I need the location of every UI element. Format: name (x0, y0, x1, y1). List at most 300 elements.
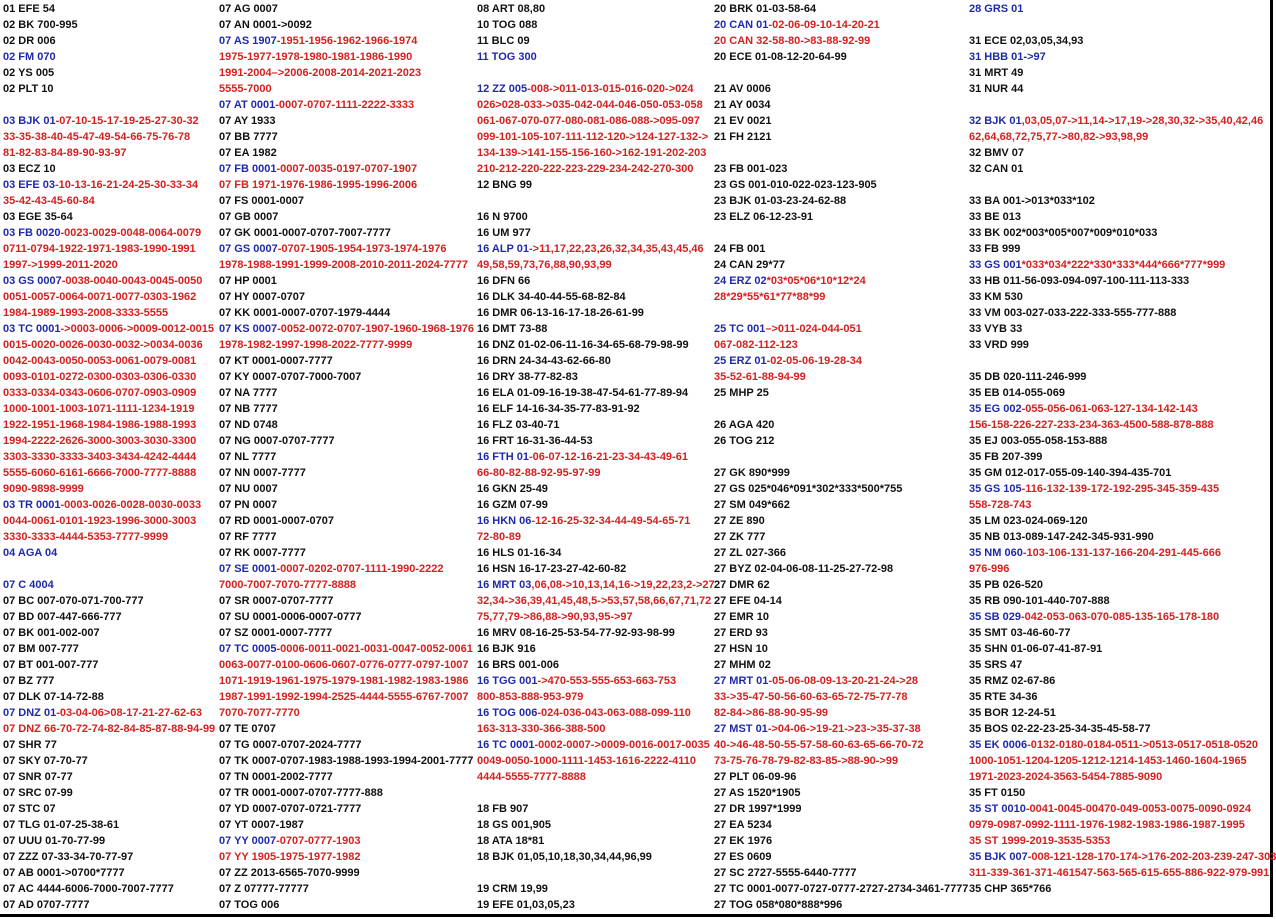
list-item (714, 545, 966, 561)
entry-text: 03 ECZ 10 (3, 163, 56, 175)
list-item (3, 881, 215, 897)
entry-text: 27 BYZ 02-04-06-08-11-25-27-72-98 (714, 563, 894, 575)
list-item (219, 737, 474, 753)
list-item (969, 209, 1271, 225)
entry-values-highlight: 20 CAN 32-58-80->83-88-92-99 (714, 35, 871, 47)
entry-head: 35 BJK 007 (969, 851, 1028, 863)
list-item (3, 865, 215, 881)
list-item (969, 689, 1271, 705)
list-item (219, 257, 474, 273)
list-item (3, 433, 215, 449)
list-item (3, 705, 215, 721)
list-item (3, 737, 215, 753)
list-item (477, 145, 712, 161)
entry-text: 03 EGE 35-64 (3, 211, 73, 223)
entry-head: 24 ERZ 02 (714, 275, 767, 287)
entry-text: 07 NB 7777 (219, 403, 278, 415)
entry-text: 07 STC 07 (3, 803, 56, 815)
entry-text: 27 ERD 93 (714, 627, 768, 639)
list-item (477, 417, 712, 433)
entry-values-highlight: 1975-1977-1978-1980-1981-1986-1990 (219, 51, 413, 63)
list-item (3, 17, 215, 33)
list-item (714, 257, 966, 273)
list-item (969, 273, 1271, 289)
entry-values-highlight: 4444-5555-7777-8888 (477, 771, 586, 783)
entry-text: 27 MHM 02 (714, 659, 771, 671)
list-item (219, 321, 474, 337)
list-item (3, 1, 215, 17)
entry-values-highlight: –>011-024-044-051 (765, 323, 862, 335)
entry-text: 07 NG 0007-0707-7777 (219, 435, 335, 447)
entry-text: 02 YS 005 (3, 67, 55, 79)
list-item (3, 65, 215, 81)
entry-values-highlight: 0049-0050-1000-1111-1453-1616-2222-4110 (477, 755, 696, 767)
list-item (969, 593, 1271, 609)
list-item (969, 673, 1271, 689)
list-item (714, 609, 966, 625)
entry-head: 03 GS 0007 (3, 275, 62, 287)
list-item (714, 1, 966, 17)
list-item (969, 369, 1271, 385)
entry-values-highlight: 35-52-61-88-94-99 (714, 371, 806, 383)
column-4 (714, 1, 969, 913)
list-item (219, 241, 474, 257)
list-item (3, 513, 215, 529)
entry-values-highlight: -0003-0026-0028-0030-0033 (60, 499, 202, 511)
entry-text: 35 BOR 12-24-51 (969, 707, 1056, 719)
entry-values-highlight: -008->011-013-015-016-020->024 (527, 83, 694, 95)
list-item (219, 129, 474, 145)
entry-values-highlight: 099-101-105-107-111-112-120->124-127-132-> (477, 131, 709, 143)
entry-values-highlight: 311-339-361-371-461547-563-565-615-655-886-922-979-991 (969, 867, 1270, 879)
list-item (969, 129, 1271, 145)
entry-text: 07 KT 0001-0007-7777 (219, 355, 333, 367)
entry-values-highlight: 0051-0057-0064-0071-0077-0303-1962 (3, 291, 197, 303)
entry-text: 07 RF 7777 (219, 531, 277, 543)
entry-text: 07 PN 0007 (219, 499, 278, 511)
list-item (219, 17, 474, 33)
list-item (477, 33, 712, 49)
list-item (219, 625, 474, 641)
entry-values-highlight: -116-132-139-172-192-295-345-359-435 (1021, 483, 1220, 495)
entry-text: 27 DMR 62 (714, 579, 770, 591)
entry-text: 07 KK 0001-0007-0707-1979-4444 (219, 307, 391, 319)
list-item (714, 193, 966, 209)
list-item (3, 161, 215, 177)
list-item (477, 449, 712, 465)
list-item (219, 289, 474, 305)
entry-text: 16 HSN 16-17-23-27-42-60-82 (477, 563, 627, 575)
list-item (714, 113, 966, 129)
list-item (219, 385, 474, 401)
entry-text: 35 RTE 34-36 (969, 691, 1038, 703)
list-item (3, 785, 215, 801)
list-item (477, 705, 712, 721)
list-item (219, 97, 474, 113)
column-2 (219, 1, 474, 913)
list-item (3, 449, 215, 465)
list-item (3, 817, 215, 833)
entry-values-highlight: ->470-553-555-653-663-753 (537, 675, 677, 687)
list-item (477, 289, 712, 305)
entry-head: 16 TGG 001 (477, 675, 538, 687)
entry-head: 16 ALP 01 (477, 243, 529, 255)
entry-text: 27 EFE 04-14 (714, 595, 782, 607)
entry-text: 35 DB 020-111-246-999 (969, 371, 1087, 383)
entry-text: 24 FB 001 (714, 243, 766, 255)
entry-text: 07 NL 7777 (219, 451, 277, 463)
list-item (477, 433, 712, 449)
list-item (219, 513, 474, 529)
list-item (714, 577, 966, 593)
list-item (714, 625, 966, 641)
list-item (969, 545, 1271, 561)
entry-text: 11 BLC 09 (477, 35, 530, 47)
blank-line (477, 65, 712, 81)
entry-text: 31 ECE 02,03,05,34,93 (969, 35, 1084, 47)
list-item (477, 17, 712, 33)
list-item (714, 593, 966, 609)
entry-text: 35 SMT 03-46-60-77 (969, 627, 1071, 639)
entry-head: 35 EG 002 (969, 403, 1022, 415)
entry-head: 07 TC 0005 (219, 643, 277, 655)
list-item (969, 705, 1271, 721)
entry-values-highlight: 5555-7000 (219, 83, 272, 95)
entry-text: 16 GZM 07-99 (477, 499, 548, 511)
list-item (477, 353, 712, 369)
list-item (477, 129, 712, 145)
list-item (714, 273, 966, 289)
entry-text: 27 GS 025*046*091*302*333*500*755 (714, 483, 903, 495)
entry-text: 07 AG 0007 (219, 3, 278, 15)
entry-values-highlight: -10-13-16-21-24-25-30-33-34 (54, 179, 199, 191)
list-item (3, 33, 215, 49)
entry-text: 07 BM 007-777 (3, 643, 79, 655)
blank-line (969, 17, 1271, 33)
entry-text: 07 HP 0001 (219, 275, 277, 287)
entry-values-highlight: 82-84->86-88-90-95-99 (714, 707, 829, 719)
list-item (714, 433, 966, 449)
list-item (219, 337, 474, 353)
entry-values-highlight: ->0003-0006->0009-0012-0015 (60, 323, 215, 335)
entry-text: 23 BJK 01-03-23-24-62-88 (714, 195, 847, 207)
list-item (3, 641, 215, 657)
list-item (969, 769, 1271, 785)
entry-values-highlight: *03*05*06*10*12*24 (766, 275, 866, 287)
blank-line (969, 353, 1271, 369)
entry-head: 28 GRS 01 (969, 3, 1024, 15)
entry-values-highlight: 0711-0794-1922-1971-1983-1990-1991 (3, 243, 196, 255)
blank-line (477, 865, 712, 881)
entry-text: 27 SM 049*662 (714, 499, 790, 511)
list-item (714, 753, 966, 769)
entry-values-highlight: -0007-0035-0197-0707-1907 (276, 163, 418, 175)
list-item (969, 641, 1271, 657)
list-item (3, 529, 215, 545)
list-item (477, 897, 712, 913)
list-item (969, 161, 1271, 177)
entry-text: 27 EK 1976 (714, 835, 773, 847)
list-item (969, 513, 1271, 529)
entry-values-highlight: ,03,05,07->11,14->17,19->28,30,32->35,40,42,46 (1021, 115, 1264, 127)
list-item (969, 257, 1271, 273)
list-item (477, 577, 715, 593)
entry-values-highlight: 1971-2023-2024-3563-5454-7885-9090 (969, 771, 1163, 783)
list-item (477, 481, 712, 497)
entry-values-highlight: 62,64,68,72,75,77->80,82->93,98,99 (969, 131, 1149, 143)
blank-line (477, 785, 712, 801)
list-item (219, 641, 474, 657)
list-item (969, 577, 1271, 593)
list-item (714, 561, 966, 577)
entry-head: 07 SE 0001 (219, 563, 277, 575)
entry-text: 07 TR 0001-0007-0707-7777-888 (219, 787, 383, 799)
entry-text: 33 HB 011-56-093-094-097-100-111-113-333 (969, 275, 1190, 287)
entry-values-highlight: 0044-0061-0101-1923-1996-3000-3003 (3, 515, 197, 527)
entry-head: 07 C 4004 (3, 579, 54, 591)
entry-values-highlight: -0002-0007->0009-0016-0017-0035 (534, 739, 710, 751)
entry-text: 16 DNZ 01-02-06-11-16-34-65-68-79-98-99 (477, 339, 689, 351)
list-item (219, 49, 474, 65)
entry-text: 07 BB 7777 (219, 131, 278, 143)
entry-values-highlight: 7070-7077-7770 (219, 707, 300, 719)
list-item (219, 193, 474, 209)
entry-head: 16 TC 0001 (477, 739, 535, 751)
list-item (714, 417, 966, 433)
list-item (3, 849, 215, 865)
list-item (477, 673, 712, 689)
entry-text: 19 CRM 19,99 (477, 883, 548, 895)
list-item (969, 433, 1271, 449)
list-item (477, 689, 712, 705)
list-item (219, 65, 474, 81)
list-item (219, 529, 474, 545)
entry-text: 16 DFN 66 (477, 275, 531, 287)
list-item (969, 881, 1271, 897)
list-item (477, 593, 712, 609)
entry-values-highlight: 33-35-38-40-45-47-49-54-66-75-76-78 (3, 131, 191, 143)
list-item (714, 49, 966, 65)
entry-text: 07 Z 07777-77777 (219, 883, 309, 895)
column-5 (969, 1, 1276, 897)
entry-text: 07 TLG 01-07-25-38-61 (3, 819, 120, 831)
entry-head: 04 AGA 04 (3, 547, 58, 559)
entry-head: 12 ZZ 005 (477, 83, 528, 95)
entry-values-highlight: 3330-3333-4444-5353-7777-9999 (3, 531, 169, 543)
list-item (477, 241, 712, 257)
list-item (969, 321, 1271, 337)
list-item (219, 785, 474, 801)
entry-values-highlight: -03-04-06>08-17-21-27-62-63 (56, 707, 203, 719)
list-item (477, 465, 712, 481)
entry-text: 07 BZ 777 (3, 675, 55, 687)
list-item (3, 49, 215, 65)
entry-text: 35 GM 012-017-055-09-140-394-435-701 (969, 467, 1172, 479)
list-item (3, 801, 215, 817)
list-item (969, 481, 1271, 497)
list-item (3, 417, 215, 433)
list-item (714, 465, 966, 481)
list-item (714, 353, 966, 369)
blank-line (714, 145, 966, 161)
entry-values-highlight: 7000-7007-7070-7777-8888 (219, 579, 357, 591)
column-1 (3, 1, 215, 913)
entry-text: 35 RMZ 02-67-86 (969, 675, 1056, 687)
entry-text: 16 ELF 14-16-34-35-77-83-91-92 (477, 403, 640, 415)
entry-text: 07 SRC 07-99 (3, 787, 73, 799)
list-item (477, 1, 712, 17)
entry-text: 02 PLT 10 (3, 83, 54, 95)
list-item (969, 241, 1271, 257)
entry-head: 07 YY 0007 (219, 835, 277, 847)
list-item (714, 337, 966, 353)
blank-line (3, 561, 215, 577)
blank-line (714, 65, 966, 81)
list-item (969, 1, 1271, 17)
list-item (3, 193, 215, 209)
entry-text: 21 FH 2121 (714, 131, 772, 143)
entry-text: 07 SKY 07-70-77 (3, 755, 88, 767)
list-item (3, 625, 215, 641)
list-item (219, 497, 474, 513)
entry-head: 35 EK 0006 (969, 739, 1028, 751)
entry-text: 33 KM 530 (969, 291, 1023, 303)
blank-line (714, 305, 966, 321)
entry-text: 07 TG 0007-0707-2024-7777 (219, 739, 362, 751)
list-item (477, 529, 712, 545)
entry-text: 35 SHN 01-06-07-41-87-91 (969, 643, 1103, 655)
entry-head: 02 FM 070 (3, 51, 56, 63)
list-item (714, 129, 966, 145)
list-item (3, 273, 215, 289)
entry-values-highlight: -02-05-06-19-28-34 (766, 355, 862, 367)
list-item (3, 609, 215, 625)
entry-values-highlight: -0132-0180-0184-0511->0513-0517-0518-0520 (1027, 739, 1258, 751)
list-item (3, 209, 215, 225)
entry-head: 03 TR 0001 (3, 499, 61, 511)
entry-values-highlight: 0063-0077-0100-0606-0607-0776-0777-0797-1007 (219, 659, 469, 671)
entry-values-highlight: ,06,08->10,13,14,16->19,22,23,2->27 (531, 579, 715, 591)
entry-text: 21 AY 0034 (714, 99, 771, 111)
entry-text: 08 ART 08,80 (477, 3, 546, 15)
list-item (219, 865, 474, 881)
entry-text: 19 EFE 01,03,05,23 (477, 899, 575, 911)
entry-values-highlight: -008-121-128-170-174->176-202-203-239-247-303 (1027, 851, 1276, 863)
list-item (969, 449, 1271, 465)
list-item (969, 113, 1271, 129)
entry-text: 16 MRV 08-16-25-53-54-77-92-93-98-99 (477, 627, 675, 639)
entry-values-highlight: 35 ST 1999-2019-3535-5353 (969, 835, 1111, 847)
list-item (969, 417, 1271, 433)
entry-text: 16 BJK 916 (477, 643, 536, 655)
entry-text: 02 DR 006 (3, 35, 56, 47)
entry-text: 07 BD 007-447-666-777 (3, 611, 122, 623)
entry-values-highlight: 72-80-89 (477, 531, 522, 543)
list-item (3, 129, 215, 145)
list-item (477, 657, 712, 673)
entry-text: 35 SRS 47 (969, 659, 1023, 671)
entry-head: 35 SB 029 (969, 611, 1021, 623)
entry-text: 07 BK 001-002-007 (3, 627, 100, 639)
entry-text: 23 GS 001-010-022-023-123-905 (714, 179, 877, 191)
entry-head: 03 TC 0001 (3, 323, 61, 335)
entry-text: 27 EA 5234 (714, 819, 772, 831)
entry-head: 07 AS 1907 (219, 35, 277, 47)
blank-line (714, 225, 966, 241)
entry-values-highlight: 49,58,59,73,76,88,90,93,99 (477, 259, 612, 271)
entry-text: 27 ZK 777 (714, 531, 766, 543)
entry-values-highlight: -0006-0011-0021-0031-0047-0052-0061 (276, 643, 473, 655)
list-item (969, 753, 1271, 769)
entry-values-highlight: 35-42-43-45-60-84 (3, 195, 95, 207)
list-item (714, 817, 966, 833)
entry-values-highlight: 32,34->36,39,41,45,48,5->53,57,58,66,67,71,72 (477, 595, 712, 607)
list-item (3, 545, 215, 561)
list-item (714, 369, 966, 385)
entry-values-highlight: 1997->1999-2011-2020 (3, 259, 118, 271)
list-item (219, 145, 474, 161)
list-item (477, 881, 712, 897)
list-item (714, 641, 966, 657)
list-item (477, 321, 712, 337)
entry-text: 16 HLS 01-16-34 (477, 547, 562, 559)
list-item (714, 81, 966, 97)
entry-values-highlight: ->11,17,22,23,26,32,34,35,43,45,46 (528, 243, 704, 255)
list-item (219, 577, 474, 593)
entry-values-highlight: 1978-1988-1991-1999-2008-2010-2011-2024-7777 (219, 259, 468, 271)
entry-text: 07 KY 0007-0707-7000-7007 (219, 371, 362, 383)
entry-head: 27 MST 01 (714, 723, 768, 735)
list-item (969, 625, 1271, 641)
entry-values-highlight: 81-82-83-84-89-90-93-97 (3, 147, 127, 159)
entry-head: 11 TOG 300 (477, 51, 537, 63)
entry-values-highlight: *033*034*222*330*333*444*666*777*999 (1021, 259, 1226, 271)
list-item (3, 769, 215, 785)
list-item (3, 465, 215, 481)
entry-values-highlight: -06-07-12-16-21-23-34-43-49-61 (528, 451, 688, 463)
list-item (714, 737, 966, 753)
entry-values-highlight: 5555-6060-6161-6666-7000-7777-8888 (3, 467, 197, 479)
list-item (219, 401, 474, 417)
blank-line (714, 401, 966, 417)
entry-head: 07 GS 0007 (219, 243, 278, 255)
entry-text: 33 VRD 999 (969, 339, 1029, 351)
entry-text: 16 DRY 38-77-82-83 (477, 371, 578, 383)
list-item (969, 465, 1271, 481)
list-item (3, 833, 215, 849)
list-item (477, 273, 712, 289)
entry-values-highlight: 1991-2004–>2006-2008-2014-2021-2023 (219, 67, 422, 79)
list-item (219, 801, 474, 817)
entry-text: 07 AY 1933 (219, 115, 276, 127)
entry-values-highlight: 3303-3330-3333-3403-3434-4242-4444 (3, 451, 197, 463)
entry-text: 07 RD 0001-0007-0707 (219, 515, 334, 527)
blank-line (3, 97, 215, 113)
entry-values-highlight: 07 FB 1971-1976-1986-1995-1996-2006 (219, 179, 418, 191)
list-item (969, 609, 1271, 625)
list-item (219, 817, 474, 833)
list-item (477, 849, 712, 865)
list-item (477, 385, 712, 401)
entry-head: 07 AT 0001 (219, 99, 276, 111)
list-item (219, 705, 474, 721)
list-item (969, 561, 1271, 577)
list-item (969, 225, 1271, 241)
list-item (714, 865, 966, 881)
list-item (219, 657, 474, 673)
entry-values-highlight: 0042-0043-0050-0053-0061-0079-0081 (3, 355, 197, 367)
list-item (219, 225, 474, 241)
